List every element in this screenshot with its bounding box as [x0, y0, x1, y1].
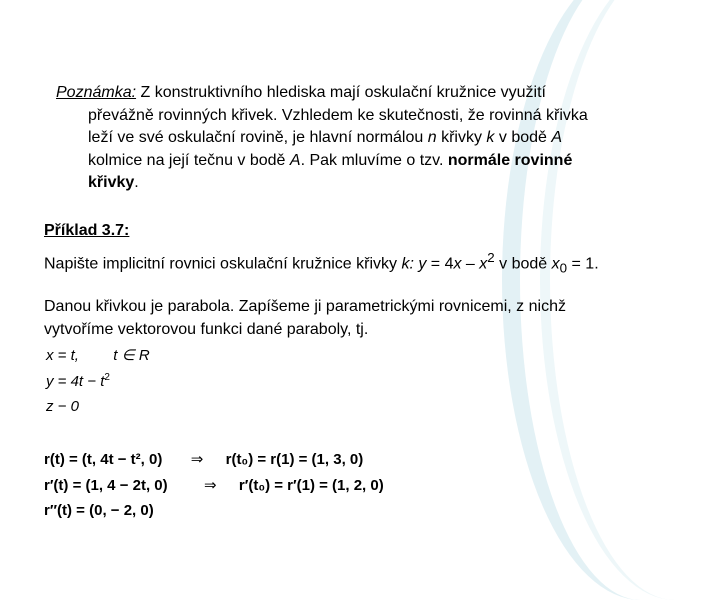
example-text-d: v bodě: [494, 255, 552, 273]
note-bold-term-2: křivky: [88, 174, 135, 191]
param-eq2-sup: 2: [104, 372, 110, 383]
implies-symbol-1: ⇒: [190, 451, 204, 468]
param-eq3: z − 0: [46, 398, 79, 415]
note-line-4a: kolmice na její tečnu v bodě: [88, 151, 290, 169]
param-eq2: y = 4t − t: [46, 373, 105, 390]
note-line-3a: leží ve své oskulační rovině, je hlavní normálou: [88, 129, 428, 146]
note-label: Poznámka:: [56, 84, 137, 101]
param-eq-y: [46, 372, 110, 390]
vector-row-r1: [44, 476, 384, 494]
note-line-4b: . Pak mluvíme o tzv.: [300, 151, 448, 169]
vector-row-r: [44, 450, 363, 468]
note-k: k: [486, 129, 495, 146]
param-eq-z: [46, 398, 79, 415]
example-text-e: = 1.: [567, 255, 599, 273]
example-x: x: [453, 255, 462, 273]
r-left: r(t) = (t, 4t − t², 0): [44, 451, 163, 468]
r-right: r(t₀) = r(1) = (1, 3, 0): [225, 451, 364, 468]
note-end: .: [134, 174, 139, 191]
param-eq-x: [46, 346, 150, 364]
r1-left: r′(t) = (1, 4 − 2t, 0): [44, 477, 168, 494]
r2-left: r″(t) = (0, − 2, 0): [44, 502, 154, 519]
example-x2: x: [479, 255, 488, 273]
note-line-3b: křivky: [436, 129, 487, 146]
example-curve: k: y: [401, 255, 427, 273]
example-text-a: Napište implicitní rovnici oskulační kružnice křivky: [44, 255, 402, 273]
solution-line-2: vytvoříme vektorovou funkci dané paraboly, tj.: [44, 320, 369, 338]
example-sub0: 0: [559, 260, 568, 276]
vector-row-r2: [44, 502, 154, 519]
r1-right: r′(t₀) = r′(1) = (1, 2, 0): [238, 477, 384, 494]
note-n: n: [427, 129, 437, 146]
solution-paragraph: [44, 296, 672, 341]
example-text: [44, 247, 599, 280]
example-text-c: –: [461, 255, 480, 273]
note-line-1: Z konstruktivního hlediska mají oskulační kružnice využití: [140, 84, 546, 101]
example-title: Příklad 3.7:: [44, 222, 130, 239]
example-x0: x: [551, 255, 560, 273]
note-paragraph: [56, 82, 672, 195]
param-eq1-domain: t ∈ R: [113, 347, 150, 364]
implies-symbol-2: ⇒: [203, 477, 217, 494]
note-A-2: A: [289, 151, 301, 169]
note-A: A: [551, 129, 563, 146]
solution-line-1: Danou křivkou je parabola. Zapíšeme ji parametrickými rovnicemi, z nichž: [44, 298, 566, 315]
param-eq1: x = t,: [46, 347, 79, 364]
example-sup2: 2: [487, 250, 495, 265]
note-line-2: převážně rovinných křivek. Vzhledem ke skutečnosti, že rovinná křivka: [88, 106, 588, 124]
note-hanging-text: [56, 105, 672, 195]
note-line-3c: v bodě: [494, 129, 552, 146]
note-bold-term-1: normále rovinné: [447, 151, 573, 169]
example-text-b: = 4: [426, 255, 454, 273]
